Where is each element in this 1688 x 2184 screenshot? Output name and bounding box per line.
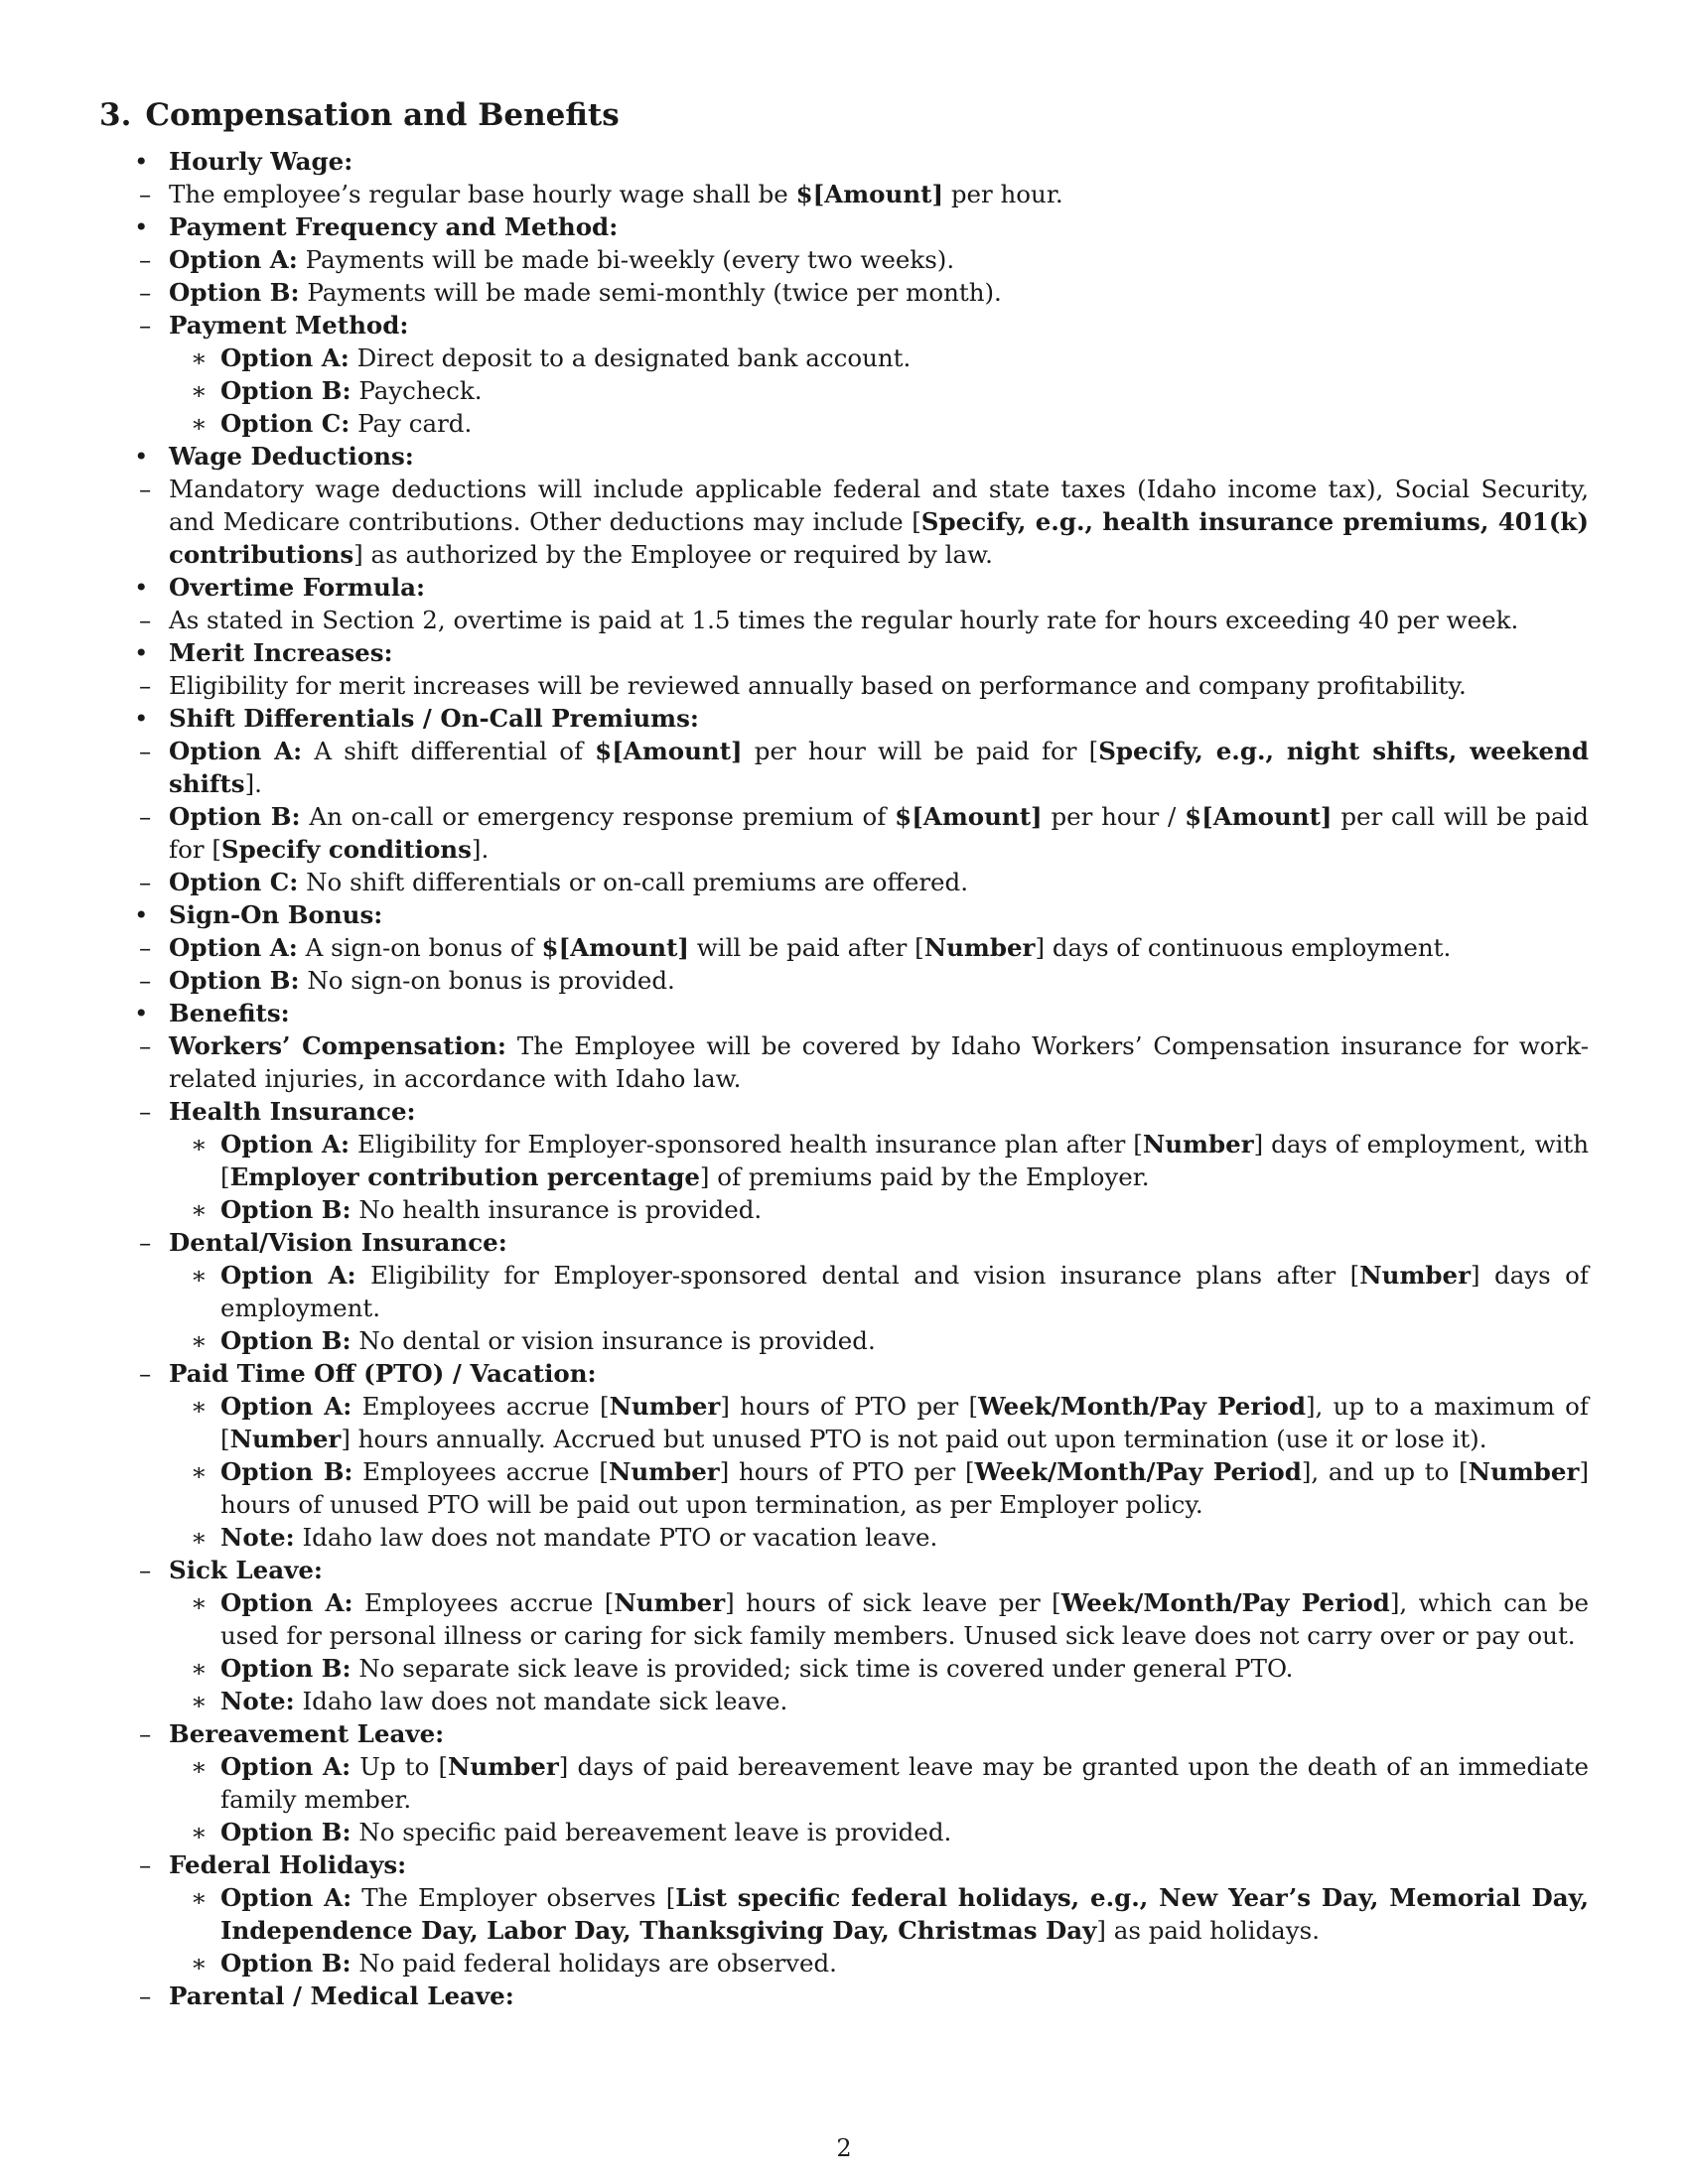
list-item [169, 735, 1589, 800]
holiday-list-placeholder: List specific federal holidays, e.g., New Year’s Day, Memorial Day, Independence Day, Labor Day, Thanksgiving Day, Christmas Day [220, 1883, 1589, 1945]
number-placeholder: Number [614, 1588, 726, 1617]
number-placeholder: Number [1142, 1130, 1254, 1159]
sub-list [169, 1029, 1589, 2012]
sub-sub-list [169, 1586, 1589, 1717]
text: Eligibility for Employer-sponsored health insurance plan after [ [350, 1130, 1143, 1159]
text: Idaho law does not mandate PTO or vacation leave. [294, 1523, 938, 1552]
pto-label: Paid Time Off (PTO) / Vacation: [169, 1359, 597, 1388]
sub-list [169, 243, 1589, 440]
option-label: Option B: [220, 1326, 352, 1355]
text: ], which can be used for personal illness or caring for sick family members. Unused sick leave does not carry over or pay out. [220, 1588, 1589, 1650]
text: Employees accrue [ [352, 1392, 610, 1421]
text: per hour will be paid for [ [742, 737, 1099, 765]
text: ] hours of PTO per [ [719, 1457, 975, 1486]
option-label: Option B: [169, 966, 300, 995]
option-label: Option C: [169, 868, 299, 896]
sub-sub-list [169, 1750, 1589, 1848]
list-item [220, 1652, 1589, 1685]
sub-sub-list [169, 341, 1589, 440]
text: Up to [ [351, 1752, 449, 1781]
option-label: Option B: [220, 1195, 352, 1224]
note-label: Note: [220, 1523, 295, 1552]
list-item [220, 1455, 1589, 1521]
number-placeholder: Number [229, 1425, 342, 1453]
list-item [220, 1586, 1589, 1652]
list-item [169, 931, 1589, 964]
number-placeholder: Number [609, 1392, 721, 1421]
section-number: 3. [99, 97, 132, 133]
option-label: Option A: [220, 1261, 356, 1290]
specify-placeholder: Specify, e.g., night shifts, weekend shifts [169, 737, 1589, 798]
list-item [169, 473, 1589, 571]
list-item [169, 964, 1589, 997]
option-label: Option B: [220, 1949, 352, 1978]
sub-list [169, 931, 1589, 997]
holidays-label: Federal Holidays: [169, 1850, 407, 1879]
deductions-label: Wage Deductions: [169, 442, 414, 471]
specify-placeholder: Specify, e.g., health insurance premiums, 401(k) contributions [169, 507, 1589, 569]
list-item [169, 1029, 1589, 1095]
option-label: Option B: [220, 1654, 352, 1683]
sub-sub-list [169, 1128, 1589, 1226]
option-label: Option A: [220, 1883, 352, 1912]
sub-list [169, 178, 1589, 210]
list-item [169, 1848, 1589, 1979]
option-label: Option B: [169, 802, 301, 831]
text: A shift differential of [302, 737, 596, 765]
text: The employee’s regular base hourly wage shall be [169, 180, 796, 208]
number-placeholder: Number [1359, 1261, 1471, 1290]
list-item [220, 1816, 1589, 1848]
option-label: Option B: [220, 1818, 352, 1846]
list-item-shift [99, 702, 1589, 898]
page-number: 2 [836, 2134, 852, 2162]
option-label: Option A: [220, 1130, 351, 1159]
text: per call will be paid for [ [169, 802, 1589, 864]
period-placeholder: Week/Month/Pay Period [1060, 1588, 1390, 1617]
text: ] as authorized by the Employee or required by law. [353, 540, 993, 569]
shift-label: Shift Differentials / On-Call Premiums: [169, 704, 699, 733]
merit-label: Merit Increases: [169, 638, 393, 667]
text: Employees accrue [ [352, 1457, 609, 1486]
list-item [220, 1947, 1589, 1979]
list-item [220, 1259, 1589, 1324]
list-item [169, 1554, 1589, 1717]
text: Eligibility for Employer-sponsored dental and vision insurance plans after [ [355, 1261, 1360, 1290]
text: ]. [244, 769, 262, 798]
list-item-payment [99, 210, 1589, 440]
list-item-signon [99, 898, 1589, 997]
workers-comp-label: Workers’ Compensation: [169, 1031, 506, 1060]
text: The Employer observes [ [352, 1883, 676, 1912]
option-label: Option B: [220, 1457, 353, 1486]
list-item [220, 1881, 1589, 1947]
list-item-deductions [99, 440, 1589, 571]
text: ] days of employment. [220, 1261, 1589, 1322]
payment-label: Payment Frequency and Method: [169, 212, 619, 241]
list-item [220, 1128, 1589, 1193]
list-item: – As stated in Section 2, overtime is paid at 1.5 times the regular hourly rate for hours exceeding 40 per week. [169, 604, 1589, 636]
sub-sub-list [169, 1881, 1589, 1979]
text: ], up to a maximum of [ [220, 1392, 1589, 1453]
option-label: Option A: [169, 245, 298, 274]
contribution-placeholder: Employer contribution percentage [229, 1162, 700, 1191]
list-item [169, 866, 1589, 898]
text: Idaho law does not mandate sick leave. [294, 1687, 788, 1715]
list-item [220, 407, 1589, 440]
text: An on-call or emergency response premium of [300, 802, 896, 831]
list-item [169, 1226, 1589, 1357]
list-item [169, 800, 1589, 866]
list-item [169, 178, 1589, 210]
bereavement-label: Bereavement Leave: [169, 1719, 445, 1748]
option-label: Option A: [220, 1392, 352, 1421]
list-item [220, 1750, 1589, 1816]
text: No paid federal holidays are observed. [351, 1949, 837, 1978]
text: ] hours of PTO per [ [720, 1392, 979, 1421]
list-item [220, 1685, 1589, 1717]
list-item [169, 309, 1589, 440]
health-label: Health Insurance: [169, 1097, 416, 1126]
list-item [169, 1979, 1589, 2012]
list-item [169, 1357, 1589, 1554]
amount-placeholder: $[Amount] [795, 180, 944, 208]
text: ] days of paid bereavement leave may be granted upon the death of an immediate family member. [220, 1752, 1589, 1814]
text: per hour. [943, 180, 1063, 208]
sub-list [169, 669, 1589, 702]
sub-sub-list [169, 1259, 1589, 1357]
text: Paycheck. [351, 376, 483, 405]
text: ] as paid holidays. [1096, 1916, 1320, 1945]
list-item-overtime [99, 571, 1589, 636]
text: per hour / [1042, 802, 1186, 831]
option-label: Option A: [220, 1588, 353, 1617]
option-label: Option A: [220, 343, 350, 372]
period-placeholder: Week/Month/Pay Period [974, 1457, 1302, 1486]
text: will be paid after [ [689, 933, 924, 962]
text: No separate sick leave is provided; sick time is covered under general PTO. [351, 1654, 1294, 1683]
text: Payments will be made bi-weekly (every two weeks). [297, 245, 955, 274]
payment-method-label: Payment Method: [169, 311, 409, 340]
amount-placeholder: $[Amount] [1185, 802, 1333, 831]
number-placeholder: Number [448, 1752, 559, 1781]
text: Pay card. [350, 409, 473, 438]
list-item [220, 1324, 1589, 1357]
option-label: Option A: [220, 1752, 352, 1781]
section-title: Compensation and Benefits [145, 97, 620, 133]
text: No health insurance is provided. [351, 1195, 763, 1224]
amount-placeholder: $[Amount] [595, 737, 743, 765]
list-item [220, 374, 1589, 407]
option-label: Option C: [220, 409, 351, 438]
list-item: – Eligibility for merit increases will be reviewed annually based on performance and company profitability. [169, 669, 1589, 702]
text: ] days of continuous employment. [1035, 933, 1452, 962]
hourly-wage-label: Hourly Wage: [169, 147, 353, 176]
number-placeholder: Number [923, 933, 1036, 962]
text: ] hours of sick leave per [ [725, 1588, 1061, 1617]
list-item [220, 341, 1589, 374]
list-item-merit [99, 636, 1589, 702]
text: ] hours annually. Accrued but unused PTO is not paid out upon termination (use it or lose it). [341, 1425, 1487, 1453]
list-item-hourly-wage [99, 145, 1589, 210]
text: Mandatory wage deductions will include applicable federal and state taxes (Idaho income tax), Social Security, and Medicare contributions. Other deductions may include [ [169, 475, 1589, 536]
text: Employees accrue [ [352, 1588, 615, 1617]
period-placeholder: Week/Month/Pay Period [978, 1392, 1306, 1421]
option-label: Option B: [169, 278, 300, 307]
text: A sign-on bonus of [297, 933, 542, 962]
sub-list [169, 473, 1589, 571]
text: No shift differentials or on-call premiums are offered. [298, 868, 968, 896]
note-label: Note: [220, 1687, 295, 1715]
list-item [169, 243, 1589, 276]
overtime-label: Overtime Formula: [169, 573, 426, 602]
text: Direct deposit to a designated bank account. [349, 343, 912, 372]
sub-sub-list [169, 1390, 1589, 1554]
text: No sign-on bonus is provided. [299, 966, 675, 995]
option-label: Option A: [169, 933, 298, 962]
top-level-list [99, 145, 1589, 2012]
list-item-benefits [99, 997, 1589, 2012]
text: ] of premiums paid by the Employer. [699, 1162, 1150, 1191]
amount-placeholder: $[Amount] [541, 933, 689, 962]
text: ], and up to [ [1301, 1457, 1469, 1486]
dental-label: Dental/Vision Insurance: [169, 1228, 507, 1257]
text: No dental or vision insurance is provided. [351, 1326, 876, 1355]
benefits-label: Benefits: [169, 999, 290, 1027]
signon-label: Sign-On Bonus: [169, 900, 383, 929]
option-label: Option B: [220, 376, 352, 405]
list-item [169, 276, 1589, 309]
number-placeholder: Number [608, 1457, 720, 1486]
amount-placeholder: $[Amount] [895, 802, 1043, 831]
sub-list [169, 604, 1589, 636]
sick-leave-label: Sick Leave: [169, 1556, 323, 1584]
text: ]. [471, 835, 490, 864]
document-page [99, 95, 1589, 2012]
list-item [169, 1095, 1589, 1226]
section-heading [99, 95, 1589, 135]
text: ] hours of unused PTO will be paid out upon termination, as per Employer policy. [220, 1457, 1589, 1519]
text: Payments will be made semi-monthly (twice per month). [299, 278, 1002, 307]
list-item [220, 1193, 1589, 1226]
text: The Employee will be covered by Idaho Workers’ Compensation insurance for work-related injuries, in accordance with Idaho law. [169, 1031, 1589, 1093]
option-label: Option A: [169, 737, 303, 765]
text: No specific paid bereavement leave is provided. [351, 1818, 952, 1846]
text: ] days of employment, with [ [220, 1130, 1589, 1191]
specify-placeholder: Specify conditions [220, 835, 472, 864]
sub-list [169, 735, 1589, 898]
parental-leave-label: Parental / Medical Leave: [169, 1981, 514, 2010]
document-body [99, 145, 1589, 2012]
number-placeholder: Number [1468, 1457, 1580, 1486]
list-item [220, 1521, 1589, 1554]
list-item [220, 1390, 1589, 1455]
list-item [169, 1717, 1589, 1848]
